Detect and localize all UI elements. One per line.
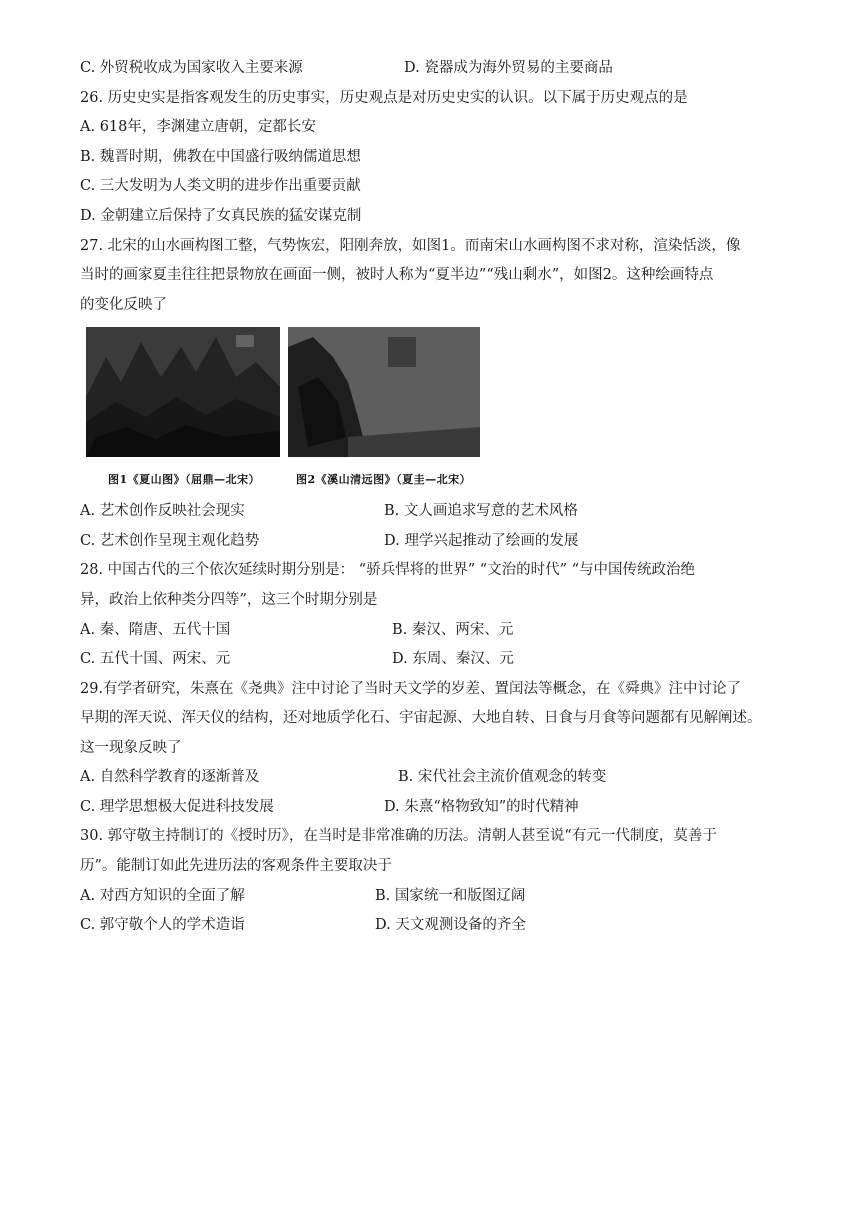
q30-option-d: D. 天文观测设备的齐全 bbox=[375, 917, 526, 933]
mountain-painting-image bbox=[86, 327, 280, 457]
q30-option-c: C. 郭守敬个人的学术造诣 bbox=[80, 917, 245, 933]
q29-option-b: B. 宋代社会主流价值观念的转变 bbox=[398, 769, 607, 785]
q29-stem-line1: 29.有学者研究，朱熹在《尧典》注中讨论了当时天文学的岁差、置闰法等概念，在《舜典》注中讨论了 bbox=[80, 681, 742, 697]
q26-option-c: C. 三大发明为人类文明的进步作出重要贡献 bbox=[80, 178, 361, 194]
q28-stem-line1: 28. 中国古代的三个依次延续时期分别是： “骄兵悍将的世界” “文治的时代” “与中国传统政治绝 bbox=[80, 562, 696, 578]
q29-option-d: D. 朱熹“格物致知”的时代精神 bbox=[384, 799, 579, 815]
figure-2-painting bbox=[288, 327, 480, 457]
q27-stem-line1: 27. 北宋的山水画构图工整，气势恢宏，阳刚奔放，如图1。而南宋山水画构图不求对称，渲染恬淡，像 bbox=[80, 238, 741, 254]
q27-stem-line2: 当时的画家夏圭往往把景物放在画面一侧，被时人称为“夏半边”“残山剩水”，如图2。这种绘画特点 bbox=[80, 267, 714, 283]
q30-option-a: A. 对西方知识的全面了解 bbox=[80, 888, 245, 904]
q28-option-c: C. 五代十国、两宋、元 bbox=[80, 651, 231, 667]
q29-stem-line3: 这一现象反映了 bbox=[80, 740, 182, 756]
figure-2-caption: 图2《溪山清远图》（夏圭—北宋） bbox=[296, 473, 472, 486]
q28-option-d: D. 东周、秦汉、元 bbox=[392, 651, 514, 667]
q27-figures bbox=[86, 327, 482, 493]
q28-option-b: B. 秦汉、两宋、元 bbox=[392, 622, 514, 638]
q27-option-b: B. 文人画追求写意的艺术风格 bbox=[384, 503, 578, 519]
figure-1-painting bbox=[86, 327, 280, 457]
q26-option-d: D. 金朝建立后保持了女真民族的猛安谋克制 bbox=[80, 208, 362, 224]
q29-option-c: C. 理学思想极大促进科技发展 bbox=[80, 799, 274, 815]
figure-1-caption: 图1《夏山图》（屈鼎—北宋） bbox=[108, 473, 261, 486]
q29-option-a: A. 自然科学教育的逐渐普及 bbox=[80, 769, 260, 785]
q26-stem: 26. 历史史实是指客观发生的历史事实，历史观点是对历史史实的认识。以下属于历史观点的是 bbox=[80, 90, 688, 106]
q30-option-b: B. 国家统一和版图辽阔 bbox=[375, 888, 526, 904]
river-landscape-image bbox=[288, 327, 480, 457]
q26-option-a: A. 618年，李渊建立唐朝，定都长安 bbox=[80, 119, 316, 135]
q28-option-a: A. 秦、隋唐、五代十国 bbox=[80, 622, 231, 638]
q27-option-a: A. 艺术创作反映社会现实 bbox=[80, 503, 245, 519]
q30-stem-line2: 历”。能制订如此先进历法的客观条件主要取决于 bbox=[80, 858, 392, 874]
q25-option-c: C. 外贸税收成为国家收入主要来源 bbox=[80, 60, 303, 76]
q28-stem-line2: 异，政治上依种类分四等”，这三个时期分别是 bbox=[80, 592, 378, 608]
q25-option-d: D. 瓷器成为海外贸易的主要商品 bbox=[404, 60, 613, 76]
q27-option-c: C. 艺术创作呈现主观化趋势 bbox=[80, 533, 260, 549]
q26-option-b: B. 魏晋时期，佛教在中国盛行吸纳儒道思想 bbox=[80, 149, 361, 165]
q30-stem-line1: 30. 郭守敬主持制订的《授时历》，在当时是非常准确的历法。清朝人甚至说“有元一代制度，莫善于 bbox=[80, 828, 717, 844]
q27-option-d: D. 理学兴起推动了绘画的发展 bbox=[384, 533, 579, 549]
q29-stem-line2: 早期的浑天说、浑天仪的结构，还对地质学化石、宇宙起源、大地自转、日食与月食等问题都有见解阐述。 bbox=[80, 710, 762, 726]
q27-stem-line3: 的变化反映了 bbox=[80, 297, 167, 313]
